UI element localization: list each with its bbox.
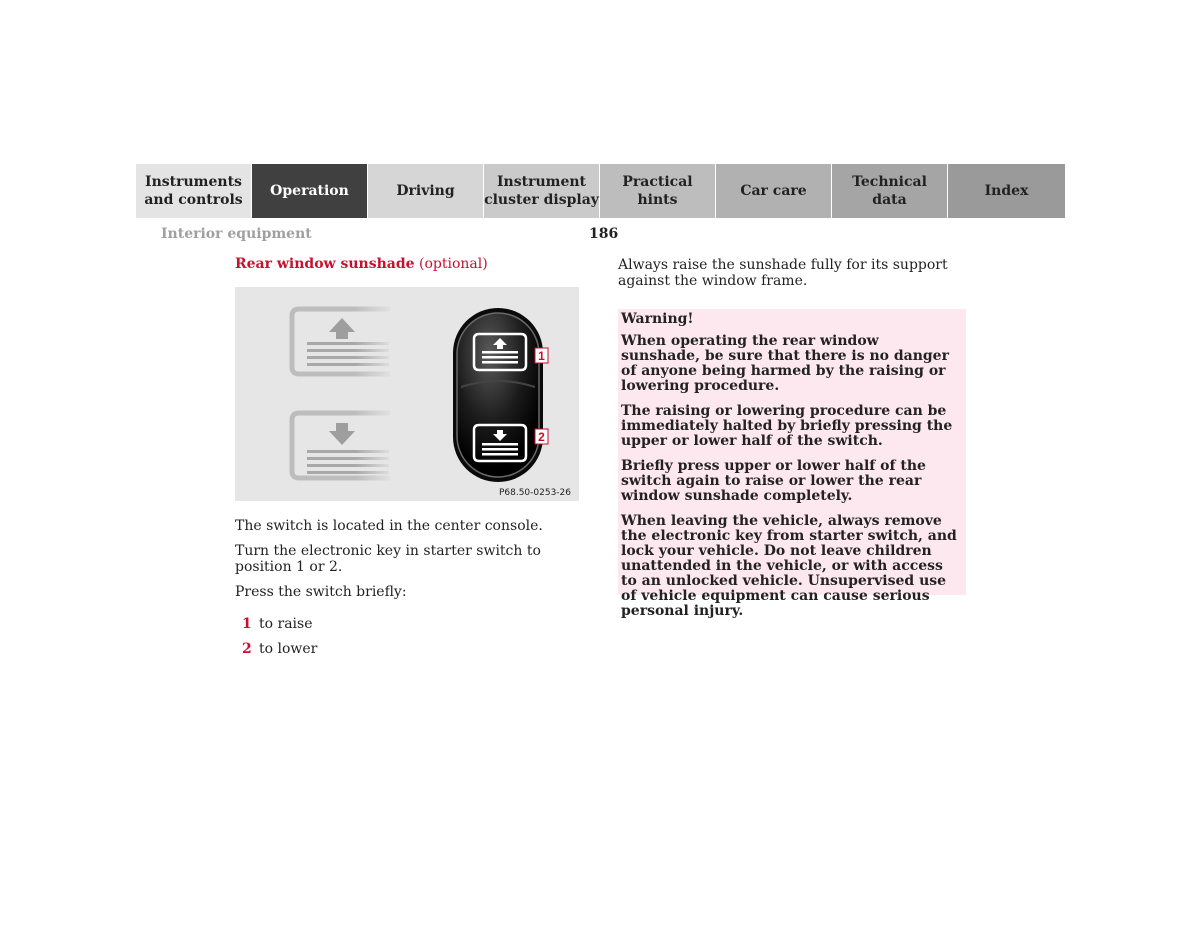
figure-code: P68.50-0253-26 [498, 488, 571, 498]
list-item [242, 641, 317, 657]
callout-2-label: 2 [538, 430, 545, 444]
list-number: 2 [242, 641, 252, 657]
callout-1-label: 1 [538, 349, 545, 363]
list-text: to raise [259, 616, 313, 632]
tab-driving[interactable] [368, 164, 484, 218]
warning-paragraph: Briefly press upper or lower half of the switch again to raise or lower the rear window sunshade completely. [621, 458, 926, 504]
chapter-tabs [136, 164, 1065, 218]
tab-car-care[interactable] [716, 164, 832, 218]
heading-title: Rear window sunshade [235, 256, 415, 272]
paragraph-switch-location: The switch is located in the center console. [235, 518, 543, 534]
heading-optional: (optional) [419, 256, 488, 272]
tab-label: Instrument cluster display [484, 174, 599, 208]
paragraph-key-position: Turn the electronic key in starter switch to position 1 or 2. [235, 543, 541, 575]
tab-instrument-cluster-display[interactable] [484, 164, 600, 218]
tab-label: Car care [740, 183, 807, 199]
rocker-switch [453, 308, 543, 482]
warning-paragraph: The raising or lowering procedure can be immediately halted by briefly pressing the upper or lower half of the switch. [621, 403, 953, 449]
list-number: 1 [242, 616, 252, 632]
warning-paragraph: When operating the rear window sunshade, be sure that there is no danger of anyone being harmed by the raising or lowering procedure. [621, 333, 949, 394]
callout-2 [535, 429, 548, 444]
tab-label: Operation [270, 183, 349, 199]
tab-label: Driving [396, 183, 455, 199]
intro-paragraph: Always raise the sunshade fully for its support against the window frame. [618, 257, 948, 289]
tab-index[interactable] [948, 164, 1065, 218]
switch-illustration [235, 287, 579, 501]
list-item [242, 616, 313, 632]
tab-label: Technical data [852, 174, 927, 208]
tab-operation[interactable] [252, 164, 368, 218]
tab-practical-hints[interactable] [600, 164, 716, 218]
section-heading [235, 256, 488, 272]
tab-technical-data[interactable] [832, 164, 948, 218]
tab-instruments-and-controls[interactable] [136, 164, 252, 218]
sunshade-down-symbol [292, 409, 395, 482]
list-text: to lower [259, 641, 318, 657]
sunshade-switch-figure [235, 287, 579, 501]
tab-label: Index [984, 183, 1029, 199]
tab-label: Instruments and controls [144, 174, 243, 208]
warning-title: Warning! [621, 311, 694, 327]
paragraph-press-switch: Press the switch briefly: [235, 584, 407, 600]
tab-label: Practical hints [622, 174, 693, 208]
section-title: Interior equipment [161, 226, 312, 242]
warning-box [618, 309, 966, 619]
callout-1 [535, 348, 548, 363]
warning-paragraph: When leaving the vehicle, always remove the electronic key from starter switch, and lock your vehicle. Do not leave children unattended in the vehicle, or with access to an unlocked vehicle. Unsupervised use of vehicle equipment can cause serious personal injury. [621, 513, 957, 619]
page-number: 186 [589, 226, 619, 242]
sunshade-up-symbol [292, 305, 395, 378]
